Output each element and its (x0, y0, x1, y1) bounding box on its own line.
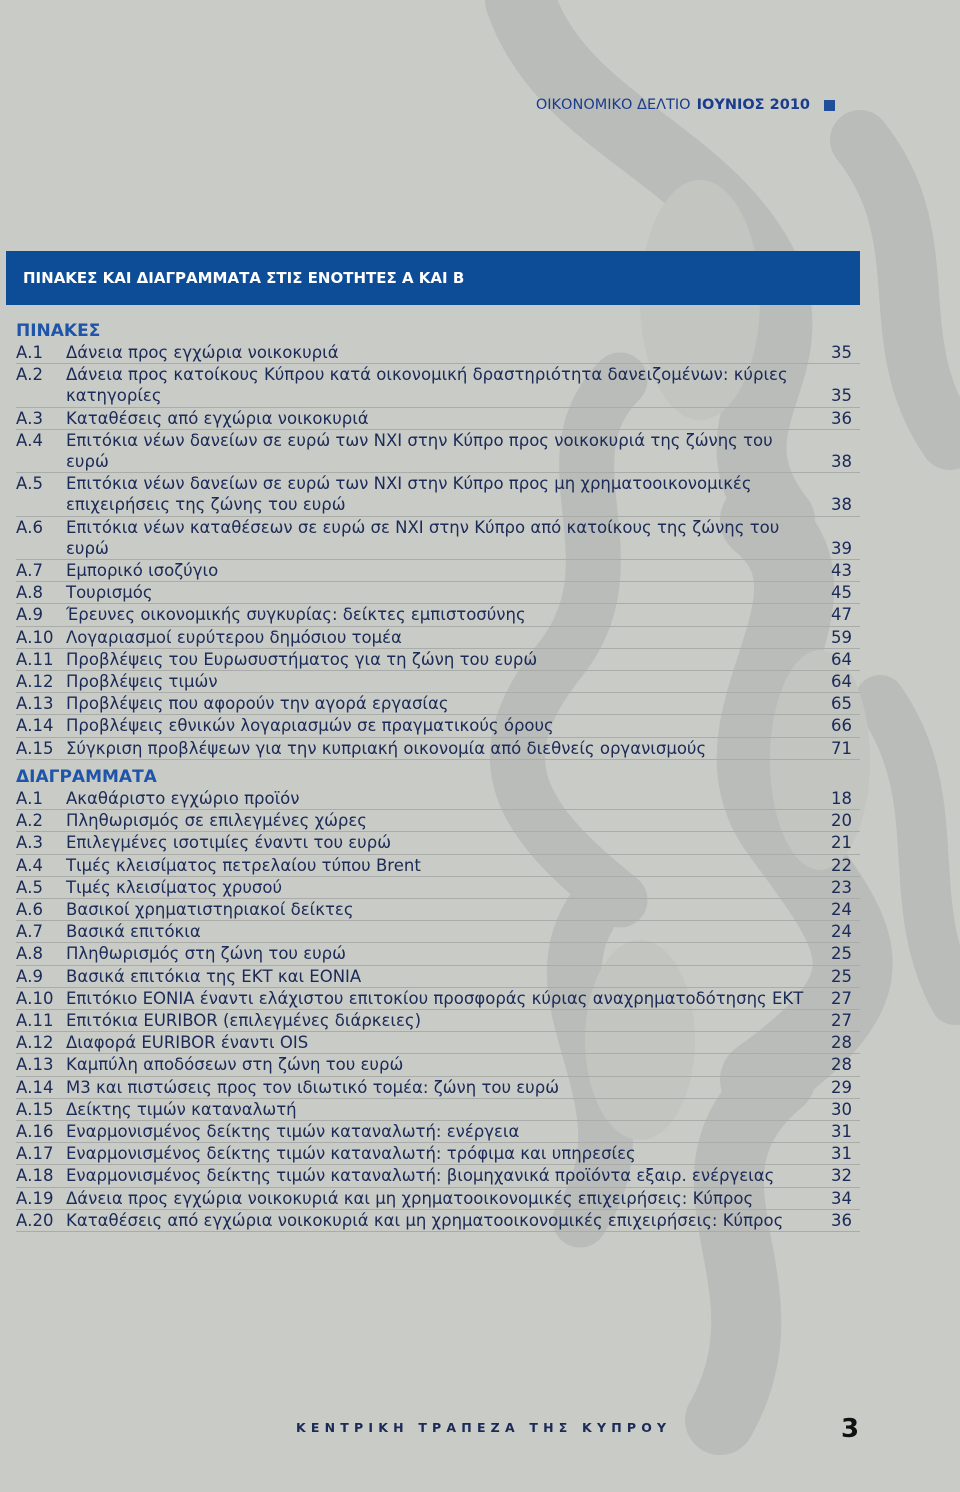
entry-title: Επιλεγμένες ισοτιμίες έναντι του ευρώ (66, 833, 392, 853)
toc-entry[interactable] (16, 832, 860, 854)
entry-page: 32 (831, 1166, 852, 1186)
entry-page: 30 (831, 1099, 852, 1119)
entry-number: Α.15 (16, 738, 54, 758)
entry-number: Α.14 (16, 1077, 54, 1097)
entry-page: 36 (831, 1210, 852, 1230)
entry-number: Α.6 (16, 900, 44, 920)
entry-number: Α.5 (16, 474, 44, 494)
entry-title: Προβλέψεις τιμών (66, 672, 218, 692)
toc-entry[interactable] (16, 671, 860, 693)
entry-page: 22 (831, 855, 852, 875)
entry-title: Επιτόκια νέων δανείων σε ευρώ των ΝΧΙ στην Κύπρο προς μη χρηματοοικονομικές επιχειρήσεις της ζώνης του ευρώ (66, 474, 752, 515)
entry-number: Α.10 (16, 988, 54, 1008)
entry-page: 34 (831, 1188, 852, 1208)
section-banner (6, 251, 860, 305)
entry-page: 47 (831, 605, 852, 625)
entry-number: Α.2 (16, 811, 44, 831)
entry-number: Α.17 (16, 1144, 54, 1164)
entry-number: Α.8 (16, 583, 44, 603)
entry-page: 25 (831, 966, 852, 986)
charts-heading: ΔΙΑΓΡΑΜΜΑΤΑ (16, 767, 157, 787)
charts-list (16, 788, 860, 1232)
entry-page: 65 (831, 694, 852, 714)
entry-page: 18 (831, 789, 852, 808)
entry-number: Α.12 (16, 672, 54, 692)
entry-number: Α.16 (16, 1122, 54, 1142)
entry-page: 64 (831, 649, 852, 669)
entry-title: Ακαθάριστο εγχώριο προϊόν (66, 789, 300, 808)
entry-page: 21 (831, 833, 852, 853)
entry-page: 25 (831, 944, 852, 964)
entry-page: 43 (831, 561, 852, 581)
entry-title: Προβλέψεις που αφορούν την αγορά εργασίας (66, 694, 449, 714)
entry-title: Προβλέψεις του Ευρωσυστήματος για τη ζώνη του ευρώ (66, 649, 538, 669)
entry-number: Α.3 (16, 408, 44, 428)
toc-entry[interactable] (16, 1010, 860, 1032)
toc-entry[interactable] (16, 877, 860, 899)
entry-title: Εναρμονισμένος δείκτης τιμών καταναλωτή: ενέργεια (66, 1122, 520, 1142)
entry-number: Α.6 (16, 517, 44, 537)
entry-number: Α.18 (16, 1166, 54, 1186)
entry-page: 31 (831, 1122, 852, 1142)
entry-title: Διαφορά EURIBOR έναντι OIS (66, 1033, 309, 1053)
entry-number: Α.15 (16, 1099, 54, 1119)
entry-number: Α.8 (16, 944, 44, 964)
entry-number: Α.10 (16, 627, 54, 647)
entry-title: Πληθωρισμός στη ζώνη του ευρώ (66, 944, 346, 964)
publication-header (536, 97, 835, 113)
entry-title: Τουρισμός (66, 583, 153, 603)
entry-title: Δάνεια προς κατοίκους Κύπρου κατά οικονομική δραστηριότητα δανειζομένων: κύριες κατηγορίες (66, 365, 788, 406)
entry-page: 29 (831, 1077, 852, 1097)
toc-entry[interactable] (16, 430, 860, 473)
entry-page: 45 (831, 583, 852, 603)
entry-title: Βασικά επιτόκια (66, 922, 201, 942)
entry-title: Καταθέσεις από εγχώρια νοικοκυριά και μη χρηματοοικονομικές επιχειρήσεις: Κύπρος (66, 1210, 784, 1230)
toc-entry[interactable] (16, 560, 860, 582)
toc-entry[interactable] (16, 604, 860, 626)
tables-list (16, 342, 860, 760)
entry-number: Α.7 (16, 561, 44, 581)
toc-entry[interactable] (16, 1077, 860, 1099)
entry-title: Έρευνες οικονομικής συγκυρίας: δείκτες εμπιστοσύνης (66, 605, 526, 625)
entry-number: Α.1 (16, 789, 44, 808)
toc-entry[interactable] (16, 473, 860, 516)
entry-title: Εμπορικό ισοζύγιο (66, 561, 219, 581)
toc-entry[interactable] (16, 1165, 860, 1187)
entry-page: 28 (831, 1033, 852, 1053)
entry-number: Α.5 (16, 877, 44, 897)
toc-entry[interactable] (16, 738, 860, 760)
entry-number: Α.20 (16, 1210, 54, 1230)
entry-title: Καταθέσεις από εγχώρια νοικοκυριά (66, 408, 369, 428)
entry-page: 38 (831, 495, 852, 515)
entry-title: Επιτόκια νέων δανείων σε ευρώ των ΝΧΙ στην Κύπρο προς νοικοκυριά της ζώνης του ευρώ (66, 430, 773, 472)
entry-page: 36 (831, 408, 852, 428)
entry-page: 71 (831, 738, 852, 758)
entry-title: Τιμές κλεισίματος χρυσού (66, 877, 283, 897)
toc-entry[interactable] (16, 408, 860, 430)
entry-number: Α.13 (16, 694, 54, 714)
entry-title: Μ3 και πιστώσεις προς τον ιδιωτικό τομέα: ζώνη του ευρώ (66, 1077, 560, 1097)
entry-page: 28 (831, 1055, 852, 1075)
entry-number: Α.9 (16, 605, 44, 625)
toc-entry[interactable] (16, 943, 860, 965)
toc-entry[interactable] (16, 855, 860, 877)
entry-number: Α.19 (16, 1188, 54, 1208)
toc-entry[interactable] (16, 517, 860, 560)
toc-entry[interactable] (16, 899, 860, 921)
toc-entry[interactable] (16, 1099, 860, 1121)
entry-title: Βασικοί χρηματιστηριακοί δείκτες (66, 900, 354, 920)
toc-entry[interactable] (16, 1032, 860, 1054)
entry-page: 27 (831, 988, 852, 1008)
tables-heading: ΠΙΝΑΚΕΣ (16, 321, 101, 341)
toc-entry[interactable] (16, 715, 860, 737)
toc-entry[interactable] (16, 1054, 860, 1076)
toc-entry[interactable] (16, 342, 860, 364)
entry-page: 39 (831, 538, 852, 558)
toc-entry[interactable] (16, 364, 860, 407)
entry-title: Επιτόκιο EONIA έναντι ελάχιστου επιτοκίου προσφοράς κύριας αναχρηματοδότησης ΕΚΤ (66, 988, 804, 1008)
banner-title: ΠΙΝΑΚΕΣ ΚΑΙ ΔΙΑΓΡΑΜΜΑΤΑ ΣΤΙΣ ΕΝΟΤΗΤΕΣ Α ΚΑΙ Β (23, 269, 465, 287)
entry-number: Α.7 (16, 922, 44, 942)
entry-page: 66 (831, 716, 852, 736)
entry-title: Σύγκριση προβλέψεων για την κυπριακή οικονομία από διεθνείς οργανισμούς (66, 738, 707, 758)
entry-title: Προβλέψεις εθνικών λογαριασμών σε πραγματικούς όρους (66, 716, 554, 736)
toc-entry[interactable] (16, 649, 860, 671)
toc-entry[interactable] (16, 693, 860, 715)
entry-title: Λογαριασμοί ευρύτερου δημόσιου τομέα (66, 627, 402, 647)
entry-title: Βασικά επιτόκια της ΕΚΤ και EONIA (66, 966, 362, 986)
entry-page: 24 (831, 922, 852, 942)
entry-title: Δάνεια προς εγχώρια νοικοκυριά (66, 343, 339, 362)
toc-entry[interactable] (16, 966, 860, 988)
entry-page: 35 (831, 343, 852, 362)
footer-organization: ΚΕΝΤΡΙΚΗ ΤΡΑΠΕΖΑ ΤΗΣ ΚΥΠΡΟΥ (296, 1420, 672, 1435)
toc-entry[interactable] (16, 988, 860, 1010)
entry-number: Α.3 (16, 833, 44, 853)
entry-page: 24 (831, 900, 852, 920)
entry-number: Α.9 (16, 966, 44, 986)
entry-title: Δάνεια προς εγχώρια νοικοκυριά και μη χρηματοοικονομικές επιχειρήσεις: Κύπρος (66, 1188, 754, 1208)
entry-page: 38 (831, 452, 852, 472)
entry-number: Α.4 (16, 855, 44, 875)
entry-number: Α.4 (16, 430, 44, 450)
entry-page: 20 (831, 811, 852, 831)
square-bullet-icon (824, 100, 835, 111)
entry-number: Α.1 (16, 343, 44, 362)
entry-title: Καμπύλη αποδόσεων στη ζώνη του ευρώ (66, 1055, 404, 1075)
toc-entry[interactable] (16, 627, 860, 649)
toc-entry[interactable] (16, 1121, 860, 1143)
entry-number: Α.11 (16, 649, 54, 669)
entry-page: 64 (831, 672, 852, 692)
toc-entry[interactable] (16, 921, 860, 943)
toc-entry[interactable] (16, 1188, 860, 1210)
toc-entry[interactable] (16, 788, 860, 810)
toc-entry[interactable] (16, 1143, 860, 1165)
entry-page: 59 (831, 627, 852, 647)
publication-title: ΟΙΚΟΝΟΜΙΚΟ ΔΕΛΤΙΟ (535, 97, 691, 113)
entry-title: Τιμές κλεισίματος πετρελαίου τύπου Brent (66, 855, 421, 875)
entry-title: Εναρμονισμένος δείκτης τιμών καταναλωτή: τρόφιμα και υπηρεσίες (66, 1144, 636, 1164)
issue-date: ΙΟΥΝΙΟΣ 2010 (696, 97, 810, 113)
entry-number: Α.12 (16, 1033, 54, 1053)
entry-page: 27 (831, 1011, 852, 1031)
entry-page: 35 (831, 386, 852, 406)
entry-number: Α.14 (16, 716, 54, 736)
entry-title: Εναρμονισμένος δείκτης τιμών καταναλωτή: βιομηχανικά προϊόντα εξαιρ. ενέργειας (66, 1166, 775, 1186)
entry-title: Πληθωρισμός σε επιλεγμένες χώρες (66, 811, 367, 831)
toc-entry[interactable] (16, 582, 860, 604)
entry-title: Επιτόκια νέων καταθέσεων σε ευρώ σε ΝΧΙ στην Κύπρο από κατοίκους της ζώνης του ευρώ (66, 517, 780, 558)
toc-entry[interactable] (16, 1210, 860, 1232)
toc-entry[interactable] (16, 810, 860, 832)
entry-number: Α.2 (16, 365, 44, 385)
entry-number: Α.11 (16, 1011, 54, 1031)
entry-title: Δείκτης τιμών καταναλωτή (66, 1099, 297, 1119)
entry-page: 23 (831, 877, 852, 897)
entry-page: 31 (831, 1144, 852, 1164)
entry-title: Επιτόκια EURIBOR (επιλεγμένες διάρκειες) (66, 1011, 422, 1031)
page-number: 3 (841, 1414, 860, 1444)
entry-number: Α.13 (16, 1055, 54, 1075)
